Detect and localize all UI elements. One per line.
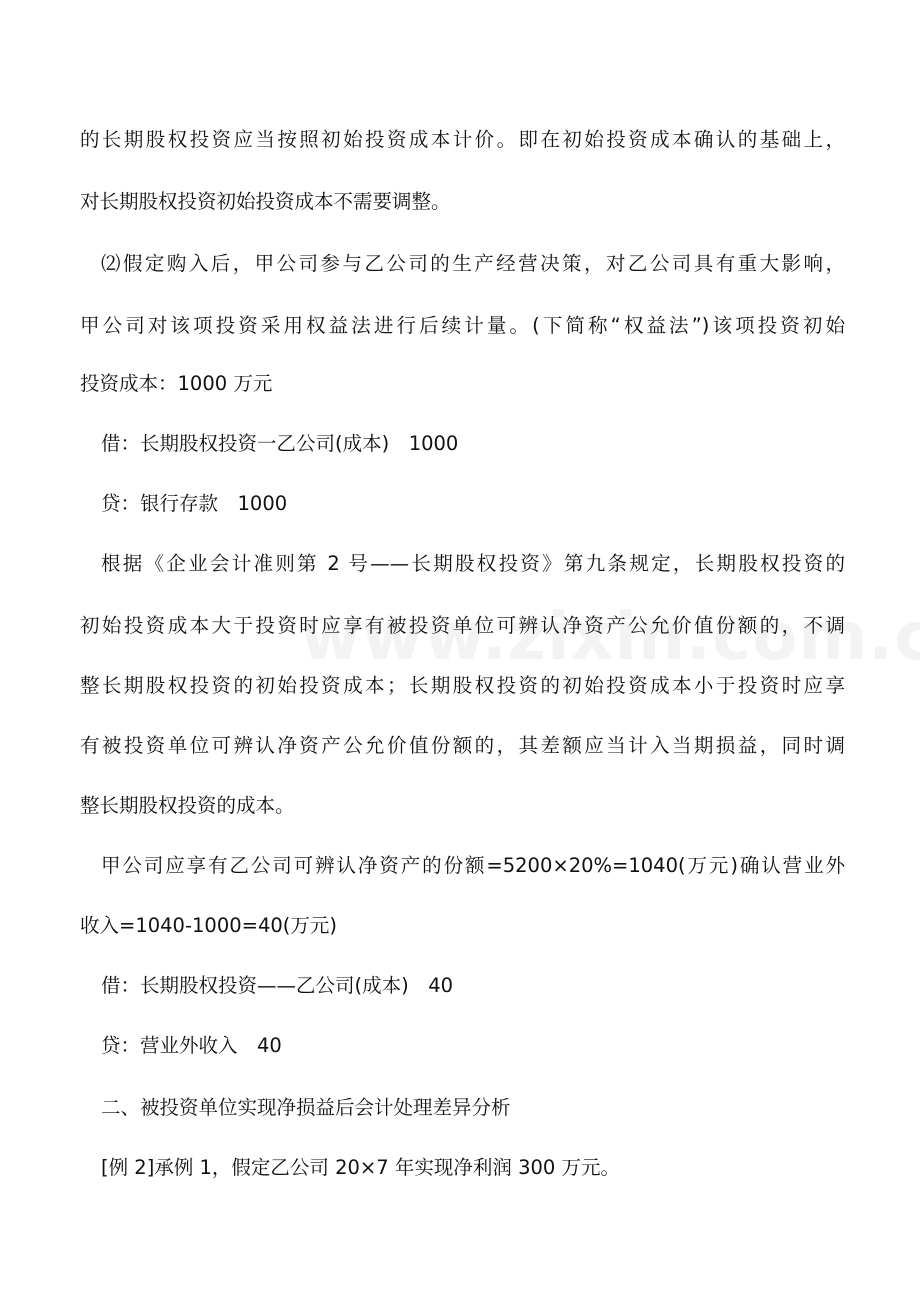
text-line: 对长期股权投资初始投资成本不需要调整。 bbox=[80, 190, 451, 213]
journal-entry-debit: 借：长期股权投资——乙公司(成本) 40 bbox=[101, 974, 454, 997]
text-line: 整长期股权投资的成本。 bbox=[80, 794, 295, 817]
section-heading: 二、被投资单位实现净损益后会计处理差异分析 bbox=[101, 1096, 511, 1119]
text-line: 整长期股权投资的初始投资成本；长期股权投资的初始投资成本小于投资时应享 bbox=[80, 674, 845, 697]
text-line: 甲公司应享有乙公司可辨认净资产的份额=5200×20%=1040(万元)确认营业外 bbox=[101, 854, 845, 877]
journal-entry-credit: 贷：银行存款 1000 bbox=[101, 492, 288, 515]
journal-entry-debit: 借：长期股权投资一乙公司(成本) 1000 bbox=[101, 432, 459, 455]
text-line: 收入=1040-1000=40(万元) bbox=[80, 914, 337, 937]
journal-entry-credit: 贷：营业外收入 40 bbox=[101, 1034, 282, 1057]
text-line: ⑵假定购入后，甲公司参与乙公司的生产经营决策，对乙公司具有重大影响， bbox=[101, 252, 845, 275]
text-line: 初始投资成本大于投资时应享有被投资单位可辨认净资产公允价值份额的，不调 bbox=[80, 614, 845, 637]
example-line: [例 2]承例 1，假定乙公司 20×7 年实现净利润 300 万元。 bbox=[101, 1156, 620, 1179]
text-line: 有被投资单位可辨认净资产公允价值份额的，其差额应当计入当期损益，同时调 bbox=[80, 734, 845, 757]
text-line: 的长期股权投资应当按照初始投资成本计价。即在初始投资成本确认的基础上， bbox=[80, 128, 845, 151]
text-line: 根据《企业会计准则第 2 号——长期股权投资》第九条规定，长期股权投资的 bbox=[101, 552, 845, 575]
text-line: 甲公司对该项投资采用权益法进行后续计量。(下简称“权益法”)该项投资初始 bbox=[80, 314, 845, 337]
text-line: 投资成本：1000 万元 bbox=[80, 372, 273, 395]
